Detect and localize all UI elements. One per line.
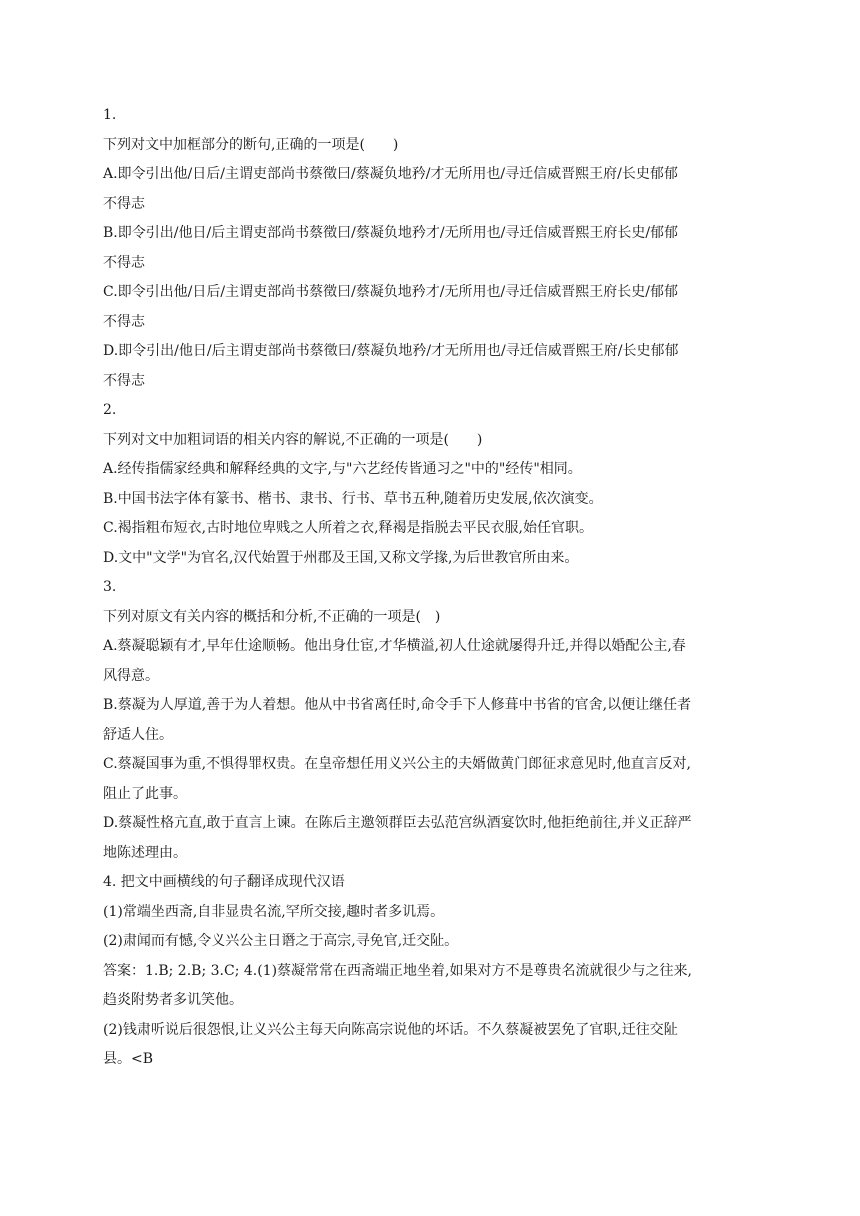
option-line: A.即令引出他/日后/主谓吏部尚书蔡徵曰/蔡凝负地矜/才无所用也/寻迁信威晋熙王府/长史郁郁 [103,166,678,182]
option-line: A.经传指儒家经典和解释经典的文字,与"六艺经传皆通习之"中的"经传"相同。 [103,461,582,477]
option-line: D.蔡凝性格亢直,敢于直言上谏。在陈后主邀领群臣去弘范宫纵酒宴饮时,他拒绝前往,并义正辞严 [103,815,692,831]
option-line: 舒适人住。 [103,726,173,743]
question-number: 2. [103,402,117,418]
option-line: A.蔡凝聪颖有才,早年仕途顺畅。他出身仕宦,才华横溢,初人仕途就屡得升迁,并得以婚配公主,春 [103,638,686,654]
translation-sentence: (2)肃闻而有憾,令义兴公主日谮之于高宗,寻免官,迁交阯。 [103,933,459,949]
option-line: 不得志 [103,313,145,330]
question-stem: 下列对文中加粗词语的相关内容的解说,不正确的一项是( ) [103,431,483,448]
document-body [103,101,763,1075]
option-line: C.即令引出他/日后/主谓吏部尚书蔡徵曰/蔡凝负地矜才/无所用也/寻迁信威晋熙王府长史/郁郁 [103,284,678,300]
option-line: B.蔡凝为人厚道,善于为人着想。他从中书省离任时,命令手下人修葺中书省的官舍,以便让继任者 [103,697,692,713]
answer-line: 趋炎附势者多讥笑他。 [103,992,243,1008]
answer-line: 答案：1.B; 2.B; 3.C; 4.(1)蔡凝常常在西斋端正地坐着,如果对方不是尊贵名流就很少与之往来, [103,962,692,979]
option-line: B.中国书法字体有篆书、楷书、隶书、行书、草书五种,随着历史发展,依次演变。 [103,490,603,507]
option-line: 不得志 [103,254,145,271]
option-line: C.蔡凝国事为重,不惧得罪权贵。在皇帝想任用义兴公主的夫婿做黄门郎征求意见时,他直言反对, [103,756,692,772]
option-line: 地陈述理由。 [103,844,187,861]
option-line: 阻止了此事。 [103,785,187,802]
option-line: 不得志 [103,195,145,212]
answer-line: 县。<B [103,1051,154,1067]
option-line: 不得志 [103,372,145,389]
option-line: B.即令引出/他日/后主谓吏部尚书蔡徵曰/蔡凝负地矜才/无所用也/寻迁信威晋熙王府长史/郁郁 [103,225,679,241]
option-line: 风得意。 [103,667,159,684]
question-number: 3. [103,579,117,595]
question-stem: 4. 把文中画横线的句子翻译成现代汉语 [103,874,345,890]
option-line: D.即令引出/他日/后主谓吏部尚书蔡徵曰/蔡凝负地矜/才无所用也/寻迁信威晋熙王府/长史郁郁 [103,343,679,359]
question-number: 1. [103,107,117,123]
option-line: D.文中"文学"为官名,汉代始置于州郡及王国,又称文学掾,为后世教官所由来。 [103,549,579,566]
answer-line: (2)钱肃听说后很怨恨,让义兴公主每天向陈高宗说他的坏话。不久蔡凝被罢免了官职,迁往交阯 [103,1021,678,1038]
question-stem: 下列对原文有关内容的概括和分析,不正确的一项是( ) [103,608,441,625]
translation-sentence: (1)常端坐西斋,自非显贵名流,罕所交接,趣时者多讥焉。 [103,903,445,920]
option-line: C.褐指粗布短衣,古时地位卑贱之人所着之衣,释褐是指脱去平民衣服,始任官职。 [103,520,594,536]
question-stem: 下列对文中加框部分的断句,正确的一项是( ) [103,136,399,153]
